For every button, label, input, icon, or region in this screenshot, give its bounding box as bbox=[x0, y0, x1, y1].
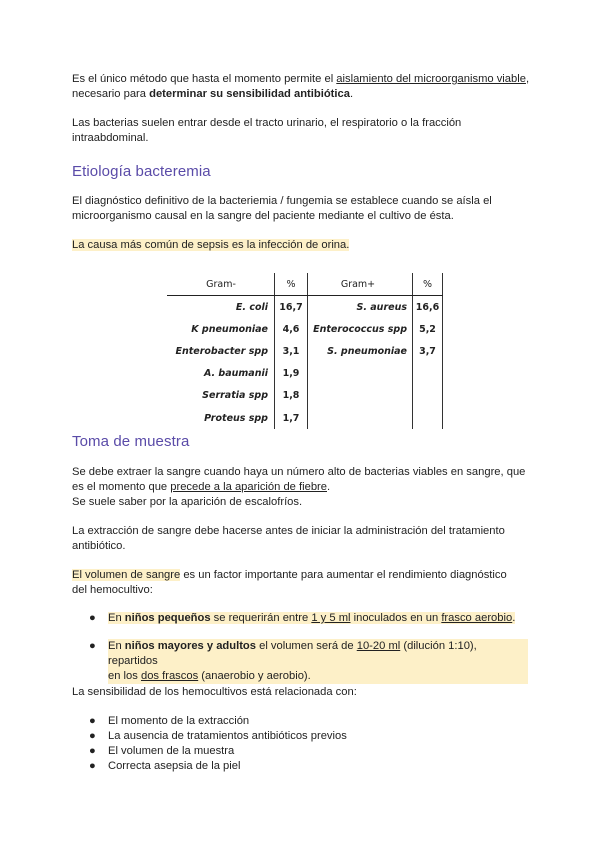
bullet-icon: ● bbox=[89, 715, 96, 727]
b2-text: En bbox=[108, 640, 125, 652]
table-cell: 5,2 bbox=[413, 318, 443, 340]
table-cell: 1,9 bbox=[275, 363, 308, 385]
table-cell: S. aureus bbox=[308, 296, 413, 319]
table-cell bbox=[413, 407, 443, 429]
table-cell: K pneumoniae bbox=[191, 323, 268, 335]
bullet-icon: ● bbox=[89, 730, 96, 742]
table-cell: Enterococcus spp bbox=[308, 318, 413, 340]
sampling-paragraph-2 bbox=[72, 524, 542, 554]
sepsis-cause-highlight: La causa más común de sepsis es la infección de orina. bbox=[72, 239, 350, 251]
table-cell bbox=[308, 407, 413, 429]
intro-period: . bbox=[349, 88, 354, 100]
table-cell: E. coli bbox=[235, 301, 268, 313]
b2-text-3: (dilución 1:10), repartidos bbox=[108, 640, 477, 667]
table-header-row bbox=[167, 273, 443, 296]
b1-volume: 1 y 5 ml bbox=[311, 612, 351, 624]
list-item bbox=[72, 744, 532, 759]
b1-bold: niños pequeños bbox=[124, 612, 211, 624]
sampling-p2-line2: antibiótico. bbox=[72, 540, 126, 552]
b2-bottles: dos frascos bbox=[140, 670, 199, 682]
bacteria-table bbox=[167, 273, 443, 429]
b1-text-2: se requerirán entre bbox=[210, 612, 312, 624]
sampling-p1-line3: Se suele saber por la aparición de escalofríos. bbox=[72, 496, 303, 508]
b2-line2: en los bbox=[108, 670, 141, 682]
intro-p2-line2: intraabdominal. bbox=[72, 132, 149, 144]
header-pct-pos: % bbox=[413, 273, 443, 296]
sampling-paragraph-3 bbox=[72, 568, 542, 598]
b1-text: En bbox=[108, 612, 125, 624]
sampling-p2-line1: La extracción de sangre debe hacerse antes de iniciar la administración del tratamiento bbox=[72, 525, 505, 537]
table-cell: S. pneumoniae bbox=[308, 340, 413, 362]
heading-sampling: Toma de muestra bbox=[72, 433, 190, 450]
heading-etiology: Etiología bacteremia bbox=[72, 163, 211, 180]
bullet-icon: ● bbox=[89, 745, 96, 757]
b2-line2-end: (anaerobio y aerobio). bbox=[198, 670, 311, 682]
b2-bold: niños mayores y adultos bbox=[124, 640, 256, 652]
list-item bbox=[72, 714, 532, 729]
etiology-line2: microorganismo causal en la sangre del paciente mediante el cultivo de ésta. bbox=[72, 210, 454, 222]
blood-volume-highlight: El volumen de sangre bbox=[72, 569, 181, 581]
b1-text-3: inoculados en un bbox=[350, 612, 442, 624]
list-item bbox=[108, 639, 528, 684]
list-item-text: El volumen de la muestra bbox=[108, 745, 235, 757]
intro-comma: , bbox=[525, 73, 530, 85]
intro-text-2: necesario para bbox=[72, 88, 150, 100]
header-gram-pos: Gram+ bbox=[308, 273, 413, 296]
table-cell: 16,7 bbox=[275, 296, 308, 319]
intro-text: Es el único método que hasta el momento permite el bbox=[72, 73, 337, 85]
table-cell: 3,1 bbox=[275, 340, 308, 362]
table-row bbox=[167, 318, 443, 340]
table-cell: Enterobacter spp bbox=[175, 345, 268, 357]
sampling-p3-text: es un factor importante para aumentar el rendimiento diagnóstico bbox=[180, 569, 507, 581]
table-row bbox=[167, 407, 443, 429]
intro-paragraph-1 bbox=[72, 72, 542, 102]
sampling-p1-line2: es el momento que bbox=[72, 481, 171, 493]
intro-bold: determinar su sensibilidad antibiótica bbox=[149, 88, 350, 100]
table-row bbox=[167, 296, 443, 319]
table-row bbox=[167, 363, 443, 385]
header-pct-neg: % bbox=[275, 273, 308, 296]
sensitivity-list bbox=[72, 714, 532, 774]
table-row bbox=[167, 340, 443, 362]
list-item-text: Correcta asepsia de la piel bbox=[108, 760, 241, 772]
bullet-icon: ● bbox=[89, 612, 96, 624]
table-cell bbox=[413, 385, 443, 407]
table-cell bbox=[308, 385, 413, 407]
bullet-icon: ● bbox=[89, 640, 96, 652]
b2-text-2: el volumen será de bbox=[255, 640, 357, 652]
etiology-highlight bbox=[72, 238, 349, 253]
intro-p2-line1: Las bacterias suelen entrar desde el tracto urinario, el respiratorio o la fracción bbox=[72, 117, 462, 129]
intro-paragraph-2 bbox=[72, 116, 542, 146]
etiology-line1: El diagnóstico definitivo de la bacteriemia / fungemia se establece cuando se aísla el bbox=[72, 195, 492, 207]
table-cell bbox=[413, 363, 443, 385]
b2-volume: 10-20 ml bbox=[356, 640, 401, 652]
table-cell: Serratia spp bbox=[202, 390, 268, 402]
sampling-paragraph-1 bbox=[72, 465, 542, 510]
table-cell: 3,7 bbox=[413, 340, 443, 362]
b1-bottle: frasco aerobio bbox=[441, 612, 513, 624]
b1-period: . bbox=[512, 612, 516, 624]
fever-underlined: precede a la aparición de fiebre bbox=[170, 481, 327, 493]
sampling-p1-period: . bbox=[327, 481, 331, 493]
list-item-text: La ausencia de tratamientos antibióticos previos bbox=[108, 730, 347, 742]
header-gram-neg: Gram- bbox=[167, 273, 275, 296]
table-cell: 1,7 bbox=[275, 407, 308, 429]
volume-list bbox=[72, 611, 532, 626]
etiology-paragraph bbox=[72, 194, 542, 224]
table-row bbox=[167, 385, 443, 407]
table-cell: A. baumanii bbox=[203, 368, 268, 380]
list-item bbox=[72, 611, 516, 626]
intro-underlined: aislamiento del microorganismo viable bbox=[336, 73, 526, 85]
table-cell bbox=[308, 363, 413, 385]
table-cell: 1,8 bbox=[275, 385, 308, 407]
sampling-p1-line1: Se debe extraer la sangre cuando haya un número alto de bacterias viables en sangre, que bbox=[72, 466, 526, 478]
list-item bbox=[72, 759, 532, 774]
list-item-text: El momento de la extracción bbox=[108, 715, 250, 727]
sampling-p3-line2: del hemocultivo: bbox=[72, 584, 153, 596]
list-item bbox=[72, 729, 532, 744]
sensitivity-intro: La sensibilidad de los hemocultivos está relacionada con: bbox=[72, 686, 357, 698]
table-cell: Proteus spp bbox=[204, 412, 268, 424]
volume-list-2 bbox=[72, 639, 532, 684]
bullet-icon: ● bbox=[89, 760, 96, 772]
table-cell: 4,6 bbox=[275, 318, 308, 340]
table-cell: 16,6 bbox=[413, 296, 443, 319]
